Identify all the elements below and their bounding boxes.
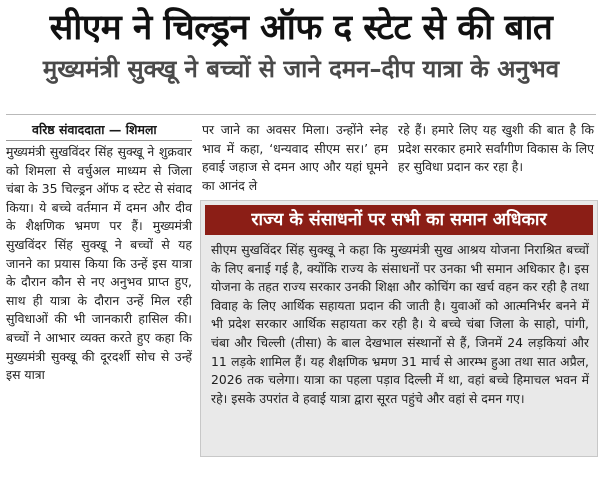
headline: सीएम ने चिल्ड्रन ऑफ द स्टेट से की बात	[49, 8, 553, 48]
article-column-1: मुख्यमंत्री सुखविंदर सिंह सुक्खू ने शुक्रवार को शिमला से वर्चुअल माध्यम से जिला चंबा के 35 चिल्ड्रन ऑफ द स्टेट से संवाद किया। ये बच्चे वर्तमान में दमन और दीव के शैक्षणिक भ्रमण पर हैं। मुख्यमंत्री सुखविंदर सिंह सुक्खू ने बच्चों से यह जानने का प्रयास किया कि उन्हें इस यात्रा के दौरान कौन से नए अनुभव प्राप्त हुए, साथ ही यात्रा के दौरान उन्हें मिल रही सुविधाओं की भी जानकारी हासिल की। बच्चों ने आभार व्यक्त करते हुए कहा कि मुख्यमंत्री सुक्खू की दूरदर्शी सोच से उन्हें इस यात्रा	[6, 144, 192, 383]
article-column-3: रहे हैं। हमारे लिए यह खुशी की बात है कि प्रदेश सरकार हमारे सर्वांगीण विकास के लिए हर सुविधा प्रदान कर रहा है।	[398, 122, 594, 175]
box-body: सीएम सुखविंदर सिंह सुक्खू ने कहा कि मुख्यमंत्री सुख आश्रय योजना निराश्रित बच्चों के लिए बनाई गई है, क्योंकि राज्य के संसाधनों पर उनका भी समान अधिकार है। इस योजना के तहत राज्य सरकार उनकी शिक्षा और कोचिंग का खर्च वहन कर रही है तथा विवाह के लिए आर्थिक सहायता प्रदान की जाती है। युवाओं को आत्मनिर्भर बनने में भी प्रदेश सरकार आर्थिक सहायता कर रही है। ये बच्चे चंबा जिला के साहो, पांगी, चंबा और चिल्ली (तीसा) के बाल देखभाल संस्थानों से हैं, जिनमें 24 लड़कियां और 11 लड़के शामिल हैं। यह शैक्षणिक भ्रमण 31 मार्च से आरम्भ हुआ तथा सात अप्रैल, 2026 तक चलेगा। यात्रा का पहला पड़ाव दिल्ली में था, वहां बच्चे हिमाचल भवन में रहे। इसके उपरांत वे हवाई यात्रा द्वारा सूरत पहुंचे और वहां से दमन गए।	[211, 242, 589, 406]
highlight-box	[200, 200, 598, 457]
article-column-2: पर जाने का अवसर मिला। उन्होंने स्नेह भाव में कहा, ‘धन्यवाद सीएम सर।’ हम हवाई जहाज से दमन आए और यहां घूमने का आनंद ले	[202, 122, 388, 193]
byline: वरिष्ठ संवाददाता — शिमला	[32, 122, 157, 137]
divider	[6, 114, 596, 115]
subheadline: मुख्यमंत्री सुक्खू ने बच्चों से जाने दमन–दीप यात्रा के अनुभव	[42, 55, 560, 83]
byline-divider	[6, 140, 192, 141]
box-title: राज्य के संसाधनों पर सभी का समान अधिकार	[205, 205, 593, 235]
